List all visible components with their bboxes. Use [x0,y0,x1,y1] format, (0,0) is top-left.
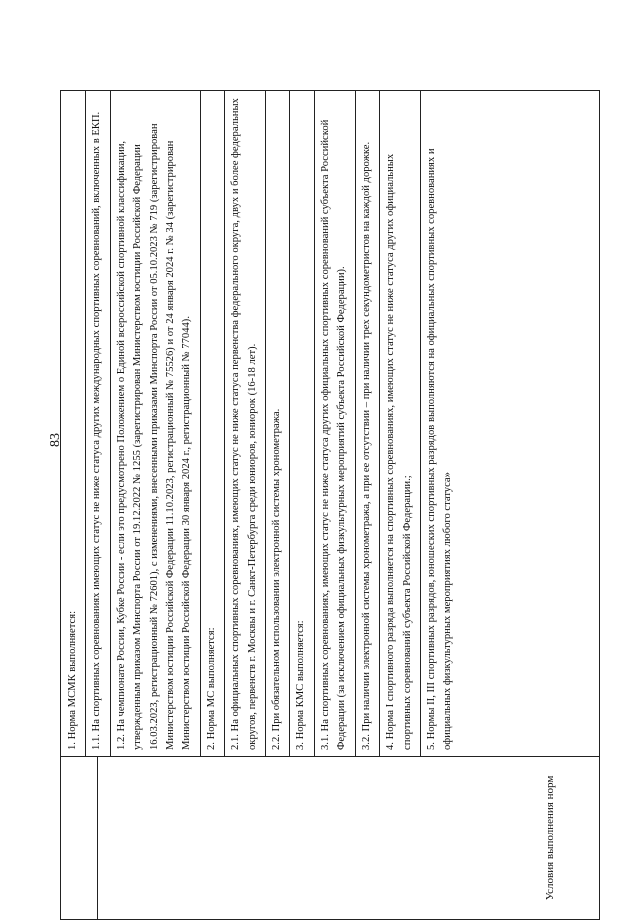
paragraph: 3.2. При наличии электронной системы хронометража, а при ее отсутствии – при наличии трех секундометристов на каждой дорожке. [360,141,372,750]
page-number: 83 [48,433,63,447]
norms-table [60,90,600,920]
paragraph: 4. Норма I спортивного разряда выполняется на спортивных соревнованиях, имеющих статус не ниже статуса других официальных спортивных соревнований субъекта Российской Федерации.; [385,153,413,750]
paragraph: 2.1. На официальных спортивных соревнованиях, имеющих статус не ниже статуса первенства федерального округа, двух и более федеральных округов, первенств г. Москвы и г. Санкт-Петербурга среди юниоров, юниорок (16-18 лет). [230,98,258,750]
table-header-spacer [61,757,98,920]
paragraph: 2.2. При обязательном использовании электронной системы хронометража. [271,408,283,750]
paragraph: 1.2. На чемпионате России, Кубке России - если это предусмотрено Положением о Единой всероссийской спортивной классификации, утвержденным приказом Минспорта России от 19.12.2022 № 1255 (зарегистрирован Министерством юстиции Российской Федерации 16.03.2023, регистрационный № 72601), с изменениями, внесенными приказами Минспорта России от 05.10.2023 № 719 (зарегистрирован Министерством юстиции Российской Федерации 11.10.2023, регистрационный № 75526) и от 24 января 2024 г. № 34 (зарегистрирован Министерством юстиции Российской Федерации 30 января 2024 г., регистрационный № 77044). [115,123,193,750]
paragraph: 3. Норма КМС выполняется: [295,620,307,750]
label-cell [98,757,600,920]
conditions-label: Условия выполнения норм [543,775,556,901]
paragraph: 5. Нормы II, III спортивных разрядов, юношеских спортивных разрядов выполняются на официальных спортивных соревнованиях и официальных физкультурных мероприятиях любого статуса» [425,148,454,750]
paragraph: 2. Норма МС выполняется: [205,627,217,750]
paragraph: 1. Норма МСМК выполняется: [67,610,78,750]
paragraph: 3.1. На спортивных соревнованиях, имеющих статус не ниже статуса других официальных спортивных соревнований субъекта Российской Федерации (за исключением официальных физкультурных мероприятий субъекта Российской Федерации). [319,119,348,750]
paragraph: 1.1. На спортивных соревнованиях имеющих статус не ниже статуса других международных спортивных соревнований, включенных в ЕКП. [91,111,103,750]
table-content-cell [61,91,600,757]
rotated-table-wrapper [60,90,600,920]
